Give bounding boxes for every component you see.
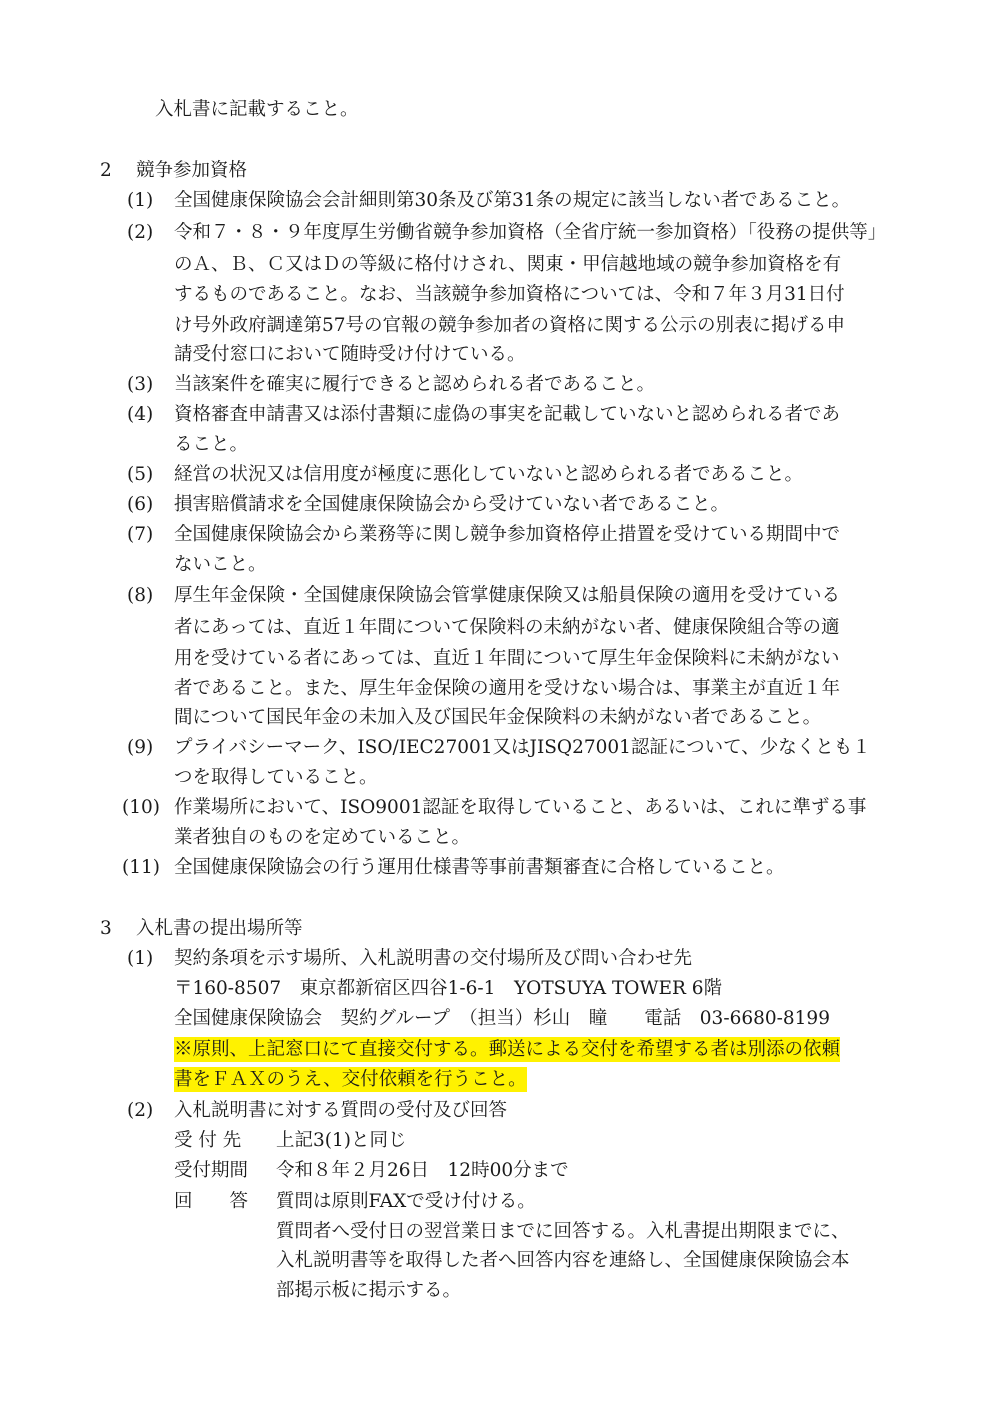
item-2-4-line: 資格審査申請書又は添付書類に虚偽の事実を記載していないと認められる者であ xyxy=(174,404,841,425)
section-3-number: 3 xyxy=(100,918,112,939)
item-2-2-line: するものであること。なお、当該競争参加資格については、令和７年３月31日付 xyxy=(174,284,845,305)
item-2-5-number: (5) xyxy=(127,464,154,485)
item-3-1-number: (1) xyxy=(127,948,154,969)
item-2-3-line: 当該案件を確実に履行できると認められる者であること。 xyxy=(174,374,656,395)
item-2-8-line: 間について国民年金の未加入及び国民年金保険料の未納がない者であること。 xyxy=(174,707,822,728)
item-2-8-line: 厚生年金保険・全国健康保険協会管掌健康保険又は船員保険の適用を受けている xyxy=(174,585,841,606)
item-2-5-line: 経営の状況又は信用度が極度に悪化していないと認められる者であること。 xyxy=(174,464,804,485)
item-2-2-line: のＡ、Ｂ、Ｃ又はＤの等級に格付けされ、関東・甲信越地域の競争参加資格を有 xyxy=(174,254,842,275)
answer-label: 回 答 xyxy=(174,1191,249,1212)
item-2-10-line: 業者独自のものを定めていること。 xyxy=(174,827,471,848)
item-2-11-line: 全国健康保険協会の行う運用仕様書等事前書類審査に合格していること。 xyxy=(174,857,785,878)
section-2-title: 競争参加資格 xyxy=(136,160,248,181)
item-3-1-title: 契約条項を示す場所、入札説明書の交付場所及び問い合わせ先 xyxy=(174,948,693,969)
item-2-10-number: (10) xyxy=(122,797,160,818)
answer-line: 質問者へ受付日の翌営業日までに回答する。入札書提出期限までに、 xyxy=(276,1221,850,1242)
highlight-text: 書をＦＡＸのうえ、交付依頼を行うこと。 xyxy=(174,1069,527,1090)
item-2-6-line: 損害賠償請求を全国健康保険協会から受けていない者であること。 xyxy=(174,494,730,515)
item-2-7-number: (7) xyxy=(127,524,154,545)
item-2-2-line: け号外政府調達第57号の官報の競争参加者の資格に関する公示の別表に掲げる申 xyxy=(174,315,846,336)
highlighted-note-line xyxy=(174,1065,527,1095)
item-2-7-line: 全国健康保険協会から業務等に関し競争参加資格停止措置を受けている期間中で xyxy=(174,524,841,545)
item-2-7-line: ないこと。 xyxy=(174,554,267,575)
item-2-8-line: 者であること。また、厚生年金保険の適用を受けない場合は、事業主が直近１年 xyxy=(174,678,841,699)
section-3-title: 入札書の提出場所等 xyxy=(136,918,303,939)
intro-line: 入札書に記載すること。 xyxy=(155,99,359,120)
answer-line: 部掲示板に掲示する。 xyxy=(276,1280,462,1301)
item-3-2-number: (2) xyxy=(127,1100,154,1121)
item-2-6-number: (6) xyxy=(127,494,154,515)
period-label: 受付期間 xyxy=(174,1160,249,1181)
contact-line: 全国健康保険協会 契約グループ （担当）杉山 瞳 電話 03-6680-8199 xyxy=(174,1008,830,1029)
receiver-label: 受 付 先 xyxy=(174,1130,242,1151)
address-line: 〒160-8507 東京都新宿区四谷1-6-1 YOTSUYA TOWER 6階 xyxy=(174,978,723,999)
answer-line: 入札説明書等を取得した者へ回答内容を連絡し、全国健康保険協会本 xyxy=(276,1250,850,1271)
item-2-8-line: 者にあっては、直近１年間について保険料の未納がない者、健康保険組合等の適 xyxy=(174,617,840,638)
item-2-9-line: つを取得していること。 xyxy=(174,767,378,788)
section-2-number: 2 xyxy=(100,160,112,181)
item-2-10-line: 作業場所において、ISO9001認証を取得していること、あるいは、これに準ずる事 xyxy=(174,797,867,818)
item-2-2-line: 令和７・８・９年度厚生労働省競争参加資格（全省庁統一参加資格）「役務の提供等」 xyxy=(174,222,887,243)
item-2-4-number: (4) xyxy=(127,404,154,425)
item-2-8-number: (8) xyxy=(127,585,154,606)
item-2-11-number: (11) xyxy=(122,857,160,878)
answer-line: 質問は原則FAXで受け付ける。 xyxy=(276,1191,536,1212)
item-2-8-line: 用を受けている者にあっては、直近１年間について厚生年金保険料に未納がない xyxy=(174,648,840,669)
item-2-3-number: (3) xyxy=(127,374,154,395)
highlighted-note-line xyxy=(174,1035,840,1065)
item-2-4-line: ること。 xyxy=(174,434,249,455)
highlight-text: ※原則、上記窓口にて直接交付する。郵送による交付を希望する者は別添の依頼 xyxy=(174,1039,841,1060)
item-2-2-number: (2) xyxy=(127,222,154,243)
receiver-value: 上記3(1)と同じ xyxy=(276,1130,407,1151)
item-2-2-line: 請受付窓口において随時受け付けている。 xyxy=(174,344,526,365)
item-2-9-number: (9) xyxy=(127,737,154,758)
item-2-1-number: (1) xyxy=(127,190,154,211)
period-value: 令和８年２月26日 12時00分まで xyxy=(276,1160,569,1181)
item-2-9-line: プライバシーマーク、ISO/IEC27001又はJISQ27001認証について、少なくとも１ xyxy=(174,737,871,758)
item-3-2-title: 入札説明書に対する質問の受付及び回答 xyxy=(174,1100,508,1121)
item-2-1-line: 全国健康保険協会会計細則第30条及び第31条の規定に該当しない者であること。 xyxy=(174,190,851,211)
